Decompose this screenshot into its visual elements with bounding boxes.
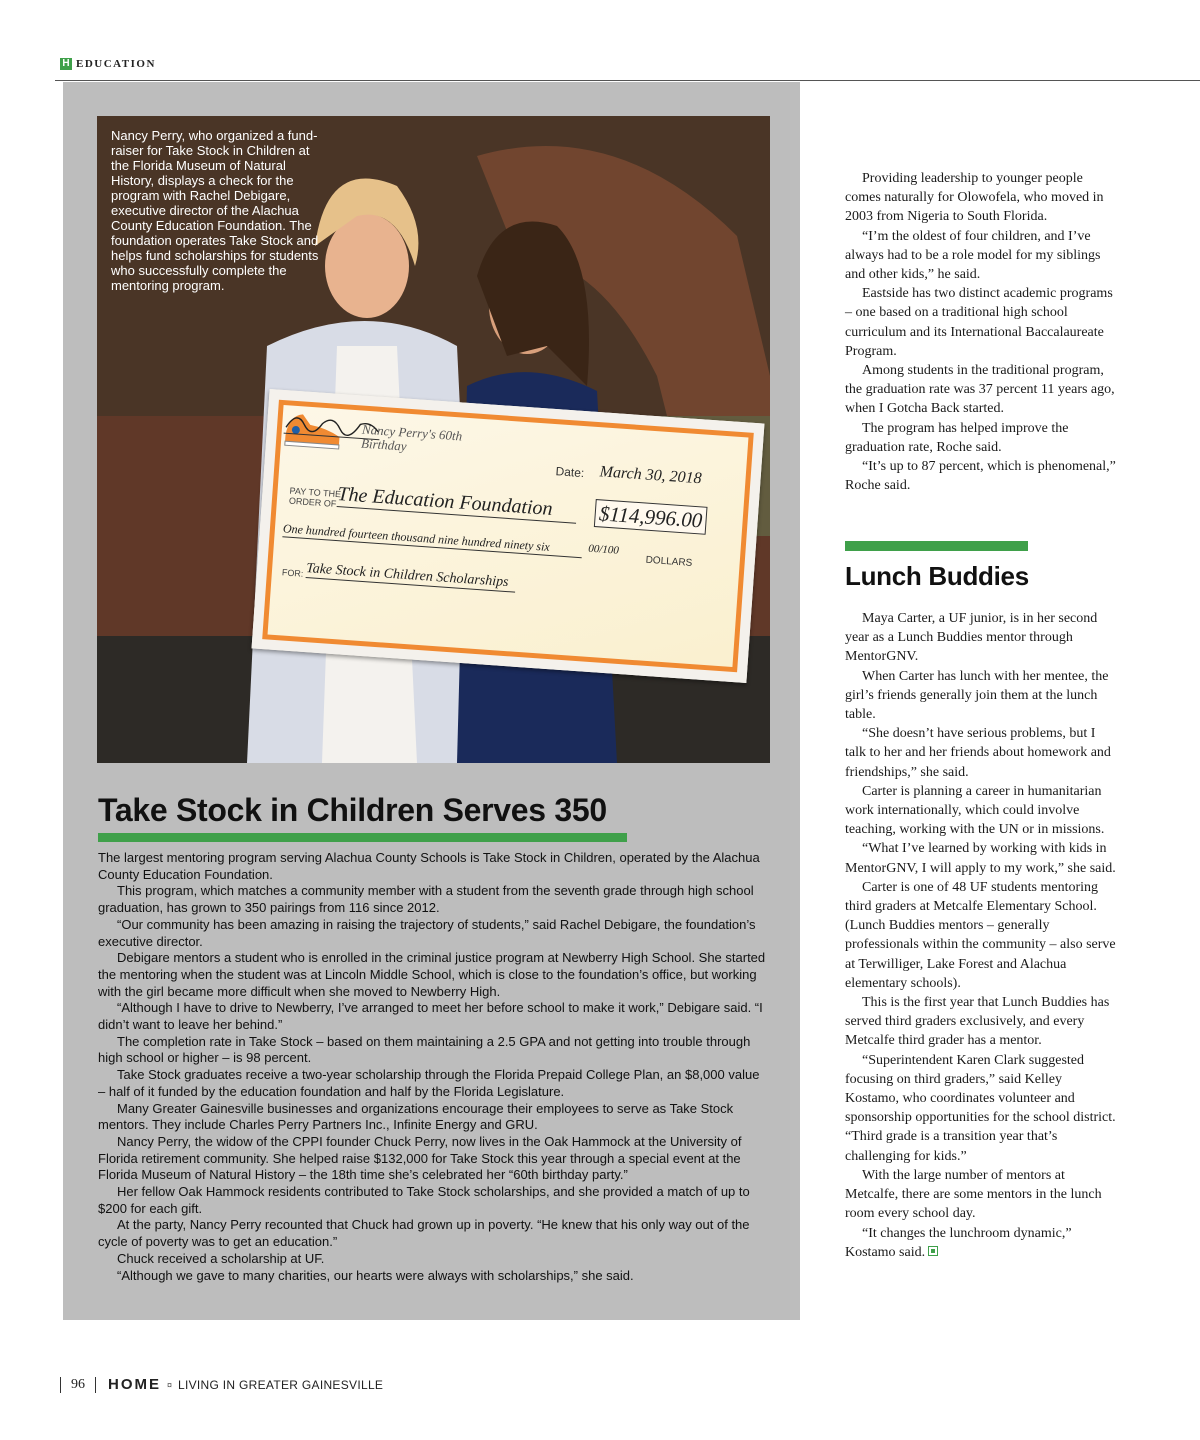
sidebar-paragraph: The completion rate in Take Stock – based on them maintaining a 2.5 GPA and not getting into trouble through high school or higher – is 98 percent. [98,1033,751,1066]
check-amount: $114,996.00 [594,499,708,535]
signature-scribble [281,405,383,446]
check-cents: 00/100 [587,542,620,557]
check-date: March 30, 2018 [599,463,703,488]
sidebar-paragraph: Nancy Perry, the widow of the CPPI founder Chuck Perry, now lives in the Oak Hammock at the University of Florida retirement community. She helped raise $132,000 for Take Stock this year through a special event at the Florida Museum of Natural History – the 18th time she’s celebrated her “60th birthday party.” [98,1133,742,1183]
last-paragraph-text: “It changes the lunchroom dynamic,” Kostamo said. [845,1225,1072,1260]
body-paragraph: “Superintendent Karen Clark suggested focusing on third graders,” said Kelley Kostamo, who coordinates volunteer and sponsorship opportunities for the school district. “Third grade is a transition year that’s challenging for kids.” [845,1052,1116,1164]
check-memo: Take Stock in Children Scholarships [306,561,517,593]
magazine-name: HOME [108,1376,161,1393]
footer-separator: ¤ [167,1379,173,1390]
main-column [845,169,1117,495]
feature-photo [97,116,770,763]
photo-caption: Nancy Perry, who organized a fund-raiser for Take Stock in Children at the Florida Museum of Natural History, displays a check for the program with Rachel Debigare, executive director of the Alachua County Education Foundation. The foundation operates Take Stock and helps fund scholarships for students who successfully complete the mentoring program. [111,128,319,293]
end-of-story-icon [928,1246,938,1256]
check-payee: The Education Foundation [337,483,578,524]
sidebar-paragraph: At the party, Nancy Perry recounted that Chuck had grown up in poverty. “He knew that his only way out of the cycle of poverty was to get an education.” [98,1217,750,1250]
page-number: 96 [71,1376,85,1392]
body-paragraph: Maya Carter, a UF junior, is in her second year as a Lunch Buddies mentor through MentorGNV. [845,611,1098,665]
body-paragraph: “What I’ve learned by working with kids in MentorGNV, I will apply to my work,” she said. [845,841,1116,876]
sidebar-paragraph: “Although we gave to many charities, our hearts were always with scholarships,” she said. [117,1267,634,1283]
lunch-buddies-rule [845,541,1028,551]
body-paragraph: Carter is planning a career in humanitarian work internationally, which could involve teaching, working with the UN or in missions. [845,783,1105,838]
big-check [252,389,765,683]
body-paragraph: When Carter has lunch with her mentee, the girl’s friends generally join them at the lunch table. [845,668,1109,723]
body-paragraph: “I’m the oldest of four children, and I’ve always had to be a role model for my siblings and other kids,” he said. [845,228,1101,283]
sidebar-paragraph: Chuck received a scholarship at UF. [117,1250,325,1266]
home-logo-icon: H [60,58,72,70]
check-date-label: Date: [555,464,585,481]
body-paragraph: With the large number of mentors at Metcalfe, there are some mentors in the lunch room every school day. [845,1167,1102,1222]
check-dollars-label: DOLLARS [645,554,693,569]
body-paragraph: This is the first year that Lunch Buddies has served third graders exclusively, and every Metcalfe third grader has a mentor. [845,995,1110,1049]
section-tag [60,58,156,70]
sidebar-headline-rule [98,833,627,842]
check-title: Nancy Perry's 60th Birthday [360,421,463,454]
sidebar-paragraph: Take Stock graduates receive a two-year scholarship through the Florida Prepaid College Plan, an $8,000 value – half of it funded by the education foundation and half by the Florida Legislature. [98,1067,760,1099]
sidebar-paragraph: The largest mentoring program serving Alachua County Schools is Take Stock in Children, operated by the Alachua County Education Foundation. [98,850,760,882]
body-paragraph: The program has helped improve the graduation rate, Roche said. [845,420,1069,455]
sidebar-paragraph: “Although I have to drive to Newberry, I’ve arranged to meet her before school to make it work,” Debigare said. “I didn’t want to leave her behind.” [98,1000,763,1033]
sidebar-paragraph: Many Greater Gainesville businesses and organizations encourage their employees to serve as Take Stock mentors. They include Charles Perry Partners Inc., Infinite Energy and GRU. [98,1100,734,1133]
body-paragraph: Eastside has two distinct academic programs – one based on a traditional high school curriculum and its International Baccalaureate Program. [845,286,1113,359]
footer-divider [60,1377,61,1393]
section-label: EDUCATION [76,58,156,70]
lunch-buddies-heading: Lunch Buddies [845,561,1029,591]
page-footer [60,1376,383,1393]
body-paragraph-last [845,1224,1117,1262]
check-amount-words: One hundred fourteen thousand nine hundred ninety six [282,521,582,558]
sidebar-body [98,850,770,1284]
sidebar-paragraph: This program, which matches a community member with a student from the seventh grade through high school graduation, has grown to 350 pairings from 116 since 2012. [98,883,754,916]
sidebar-paragraph: Her fellow Oak Hammock residents contributed to Take Stock scholarships, and she provided a match of up to $200 for each gift. [98,1184,750,1216]
body-paragraph: “It’s up to 87 percent, which is phenomenal,” Roche said. [845,459,1116,494]
body-paragraph: Among students in the traditional program, the graduation rate was 37 percent 11 years ago, when I Gotcha Back started. [845,363,1115,417]
body-paragraph: Carter is one of 48 UF students mentoring third graders at Metcalfe Elementary School. (Lunch Buddies mentors – generally professionals within the community – also serve at Terwilliger, Lake Forest and Alachua elementary schools). [845,879,1116,991]
check-for-label: FOR: [281,567,304,579]
header-rule [55,80,1200,81]
footer-divider [95,1377,96,1393]
lunch-buddies-body [845,609,1117,1262]
sidebar-paragraph: “Our community has been amazing in raising the trajectory of students,” said Rachel Debigare, the foundation’s executive director. [98,916,756,949]
body-paragraph: Providing leadership to younger people comes naturally for Olowofela, who moved in 2003 from Nigeria to South Florida. [845,171,1104,225]
check-pay-label: PAY TO THE ORDER OF [288,485,342,509]
sidebar-paragraph: Debigare mentors a student who is enrolled in the criminal justice program at Newberry High School. She started the mentoring when the student was at Lincoln Middle School, which is close to the foundation’s office, but working with the girl became more difficult when she moved to Newberry High. [98,950,766,999]
magazine-tagline: LIVING IN GREATER GAINESVILLE [178,1377,384,1392]
sidebar-headline: Take Stock in Children Serves 350 [98,792,607,828]
body-paragraph: “She doesn’t have serious problems, but I talk to her and her friends about homework and friendships,” she said. [845,726,1111,780]
